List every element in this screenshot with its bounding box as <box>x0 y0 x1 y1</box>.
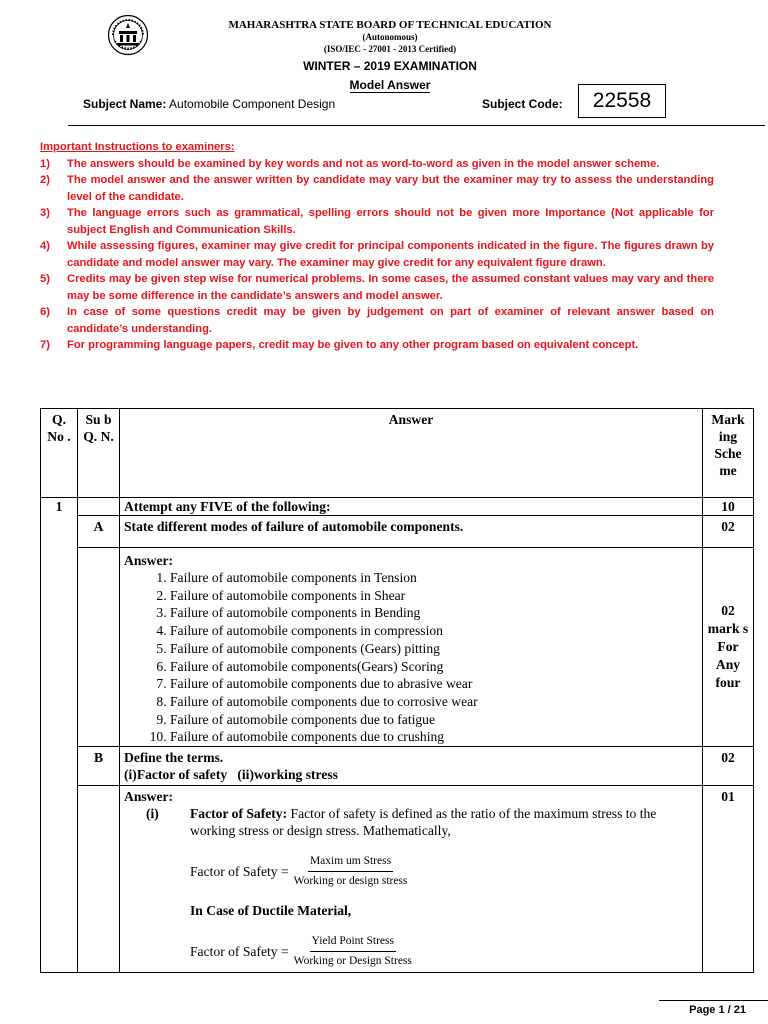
q1-number: 1 <box>41 498 78 516</box>
board-iso-certification: (ISO/IEC - 27001 - 2013 Certified) <box>323 44 457 54</box>
instruction-item <box>40 304 714 337</box>
header-answer: Answer <box>120 409 703 498</box>
answer-a <box>120 548 703 747</box>
q1-marks: 10 <box>703 498 754 516</box>
instruction-text: The model answer and the answer written by candidate may vary but the examiner may try to assess the understanding level of the candidate. <box>67 174 714 203</box>
sub-q-b: B <box>78 747 120 786</box>
model-answer-label: Model Answer <box>349 78 431 92</box>
header-marking-scheme: Mark ing Sche me <box>703 409 754 498</box>
fos-fraction <box>292 853 410 890</box>
instruction-text: The language errors such as grammatical, spelling errors should not be given more Importance (Not applicable for subject English and Communication Skills. <box>67 207 714 236</box>
model-answer-table <box>40 408 754 973</box>
ductile-heading: In Case of Ductile Material, <box>190 903 352 919</box>
table-row <box>41 548 754 747</box>
fos-ductile-formula <box>190 933 698 970</box>
list-item: 7. Failure of automobile components due to abrasive wear <box>170 675 698 693</box>
fos-label: Factor of Safety = <box>190 944 289 960</box>
fos-formula <box>190 853 698 890</box>
instruction-item <box>40 238 714 271</box>
subject-code-box: 22558 <box>578 84 666 118</box>
term-factor-of-safety: Factor of Safety: <box>190 806 288 822</box>
fos-ductile-denominator: Working or Design Stress <box>293 955 412 968</box>
list-item: 3. Failure of automobile components in Bending <box>170 604 698 622</box>
instruction-text: Credits may be given step wise for numerical problems. In some cases, the assumed constant values may vary and there may be some difference in the candidate’s answers and model answer. <box>67 273 714 302</box>
question-b-marks: 02 <box>703 747 754 786</box>
part-i-marks: 01 <box>703 786 754 973</box>
instructions-heading: Important Instructions to examiners: <box>40 141 235 153</box>
table-header-row <box>41 409 754 498</box>
instruction-item <box>40 205 714 238</box>
failure-modes-list <box>124 569 698 746</box>
instruction-item <box>40 172 714 205</box>
factor-of-safety-definition: Factor of safety is defined as the ratio of the maximum stress to the working stress or design stress. Mathematically, <box>190 806 657 839</box>
instruction-number: 4) <box>40 240 50 252</box>
instruction-number: 3) <box>40 207 50 219</box>
answer-b <box>120 786 703 973</box>
question-a: State different modes of failure of automobile components. <box>120 516 703 548</box>
table-row <box>41 516 754 548</box>
subject-code-label: Subject Code: <box>482 97 563 111</box>
fos-numerator: Maxim um Stress <box>308 853 393 872</box>
list-item: 2. Failure of automobile components in Shear <box>170 587 698 605</box>
question-b-line1: Define the terms. <box>124 750 224 766</box>
q1-title: Attempt any FIVE of the following: <box>120 498 703 516</box>
instruction-text: For programming language papers, credit may be given to any other program based on equivalent concept. <box>67 339 639 351</box>
answer-b-part-i <box>124 805 698 839</box>
question-b <box>120 747 703 786</box>
subject-name-label: Subject Name: <box>83 97 167 111</box>
model-answer-title <box>150 78 630 92</box>
fos-ductile-numerator: Yield Point Stress <box>310 933 396 952</box>
list-item: 1. Failure of automobile components in Tension <box>170 569 698 587</box>
instruction-item <box>40 271 714 304</box>
instruction-number: 6) <box>40 306 50 318</box>
answer-a-scheme: 02 mark s For Any four <box>703 548 754 747</box>
fos-ductile-fraction <box>292 933 414 970</box>
sub-q-a: A <box>78 516 120 548</box>
question-a-marks: 02 <box>703 516 754 548</box>
examiner-instructions <box>40 139 714 354</box>
table-row <box>41 498 754 516</box>
page-number-text: Page 1 / 21 <box>689 1004 746 1016</box>
instruction-item <box>40 156 714 173</box>
list-item: 4. Failure of automobile components in compression <box>170 622 698 640</box>
answer-b-label: Answer: <box>124 789 174 805</box>
instruction-item <box>40 337 714 354</box>
instruction-number: 5) <box>40 273 50 285</box>
header-q-no: Q. No . <box>41 409 78 498</box>
instruction-text: In case of some questions credit may be given by judgement on part of examiner of relevant answer based on candidate’s understanding. <box>67 306 714 335</box>
list-item: 8. Failure of automobile components due to corrosive wear <box>170 693 698 711</box>
fos-label: Factor of Safety = <box>190 864 289 880</box>
instruction-text: The answers should be examined by key words and not as word-to-word as given in the model answer scheme. <box>67 157 660 170</box>
list-item: 6. Failure of automobile components(Gears) Scoring <box>170 658 698 676</box>
header-divider <box>68 125 765 126</box>
table-row <box>41 786 754 973</box>
msbte-logo-icon <box>107 14 149 56</box>
list-item: 9. Failure of automobile components due to fatigue <box>170 711 698 729</box>
instruction-number: 1) <box>40 157 50 170</box>
subject-name-value: Automobile Component Design <box>169 97 336 111</box>
list-item: 10. Failure of automobile components due to crushing <box>170 728 698 746</box>
instruction-number: 7) <box>40 339 50 351</box>
table-row <box>41 747 754 786</box>
header-sub-q: Su b Q. N. <box>78 409 120 498</box>
subject-name-row <box>83 97 335 111</box>
page-number <box>689 1004 746 1016</box>
board-autonomous: (Autonomous) <box>362 32 418 42</box>
part-number: (i) <box>146 806 159 822</box>
question-b-line2: (i)Factor of safety (ii)working stress <box>124 767 338 783</box>
exam-title: WINTER – 2019 EXAMINATION <box>303 59 477 73</box>
fos-denominator: Working or design stress <box>293 875 408 888</box>
instruction-number: 2) <box>40 174 50 186</box>
answer-a-label: Answer: <box>124 553 174 568</box>
board-name: MAHARASHTRA STATE BOARD OF TECHNICAL EDUCATION <box>228 19 552 31</box>
instruction-text: While assessing figures, examiner may give credit for principal components indicated in the figure. The figures drawn by candidate and model answer may vary. The examiner may give credit for any equivalent figure drawn. <box>67 240 714 269</box>
list-item: 5. Failure of automobile components (Gears) pitting <box>170 640 698 658</box>
